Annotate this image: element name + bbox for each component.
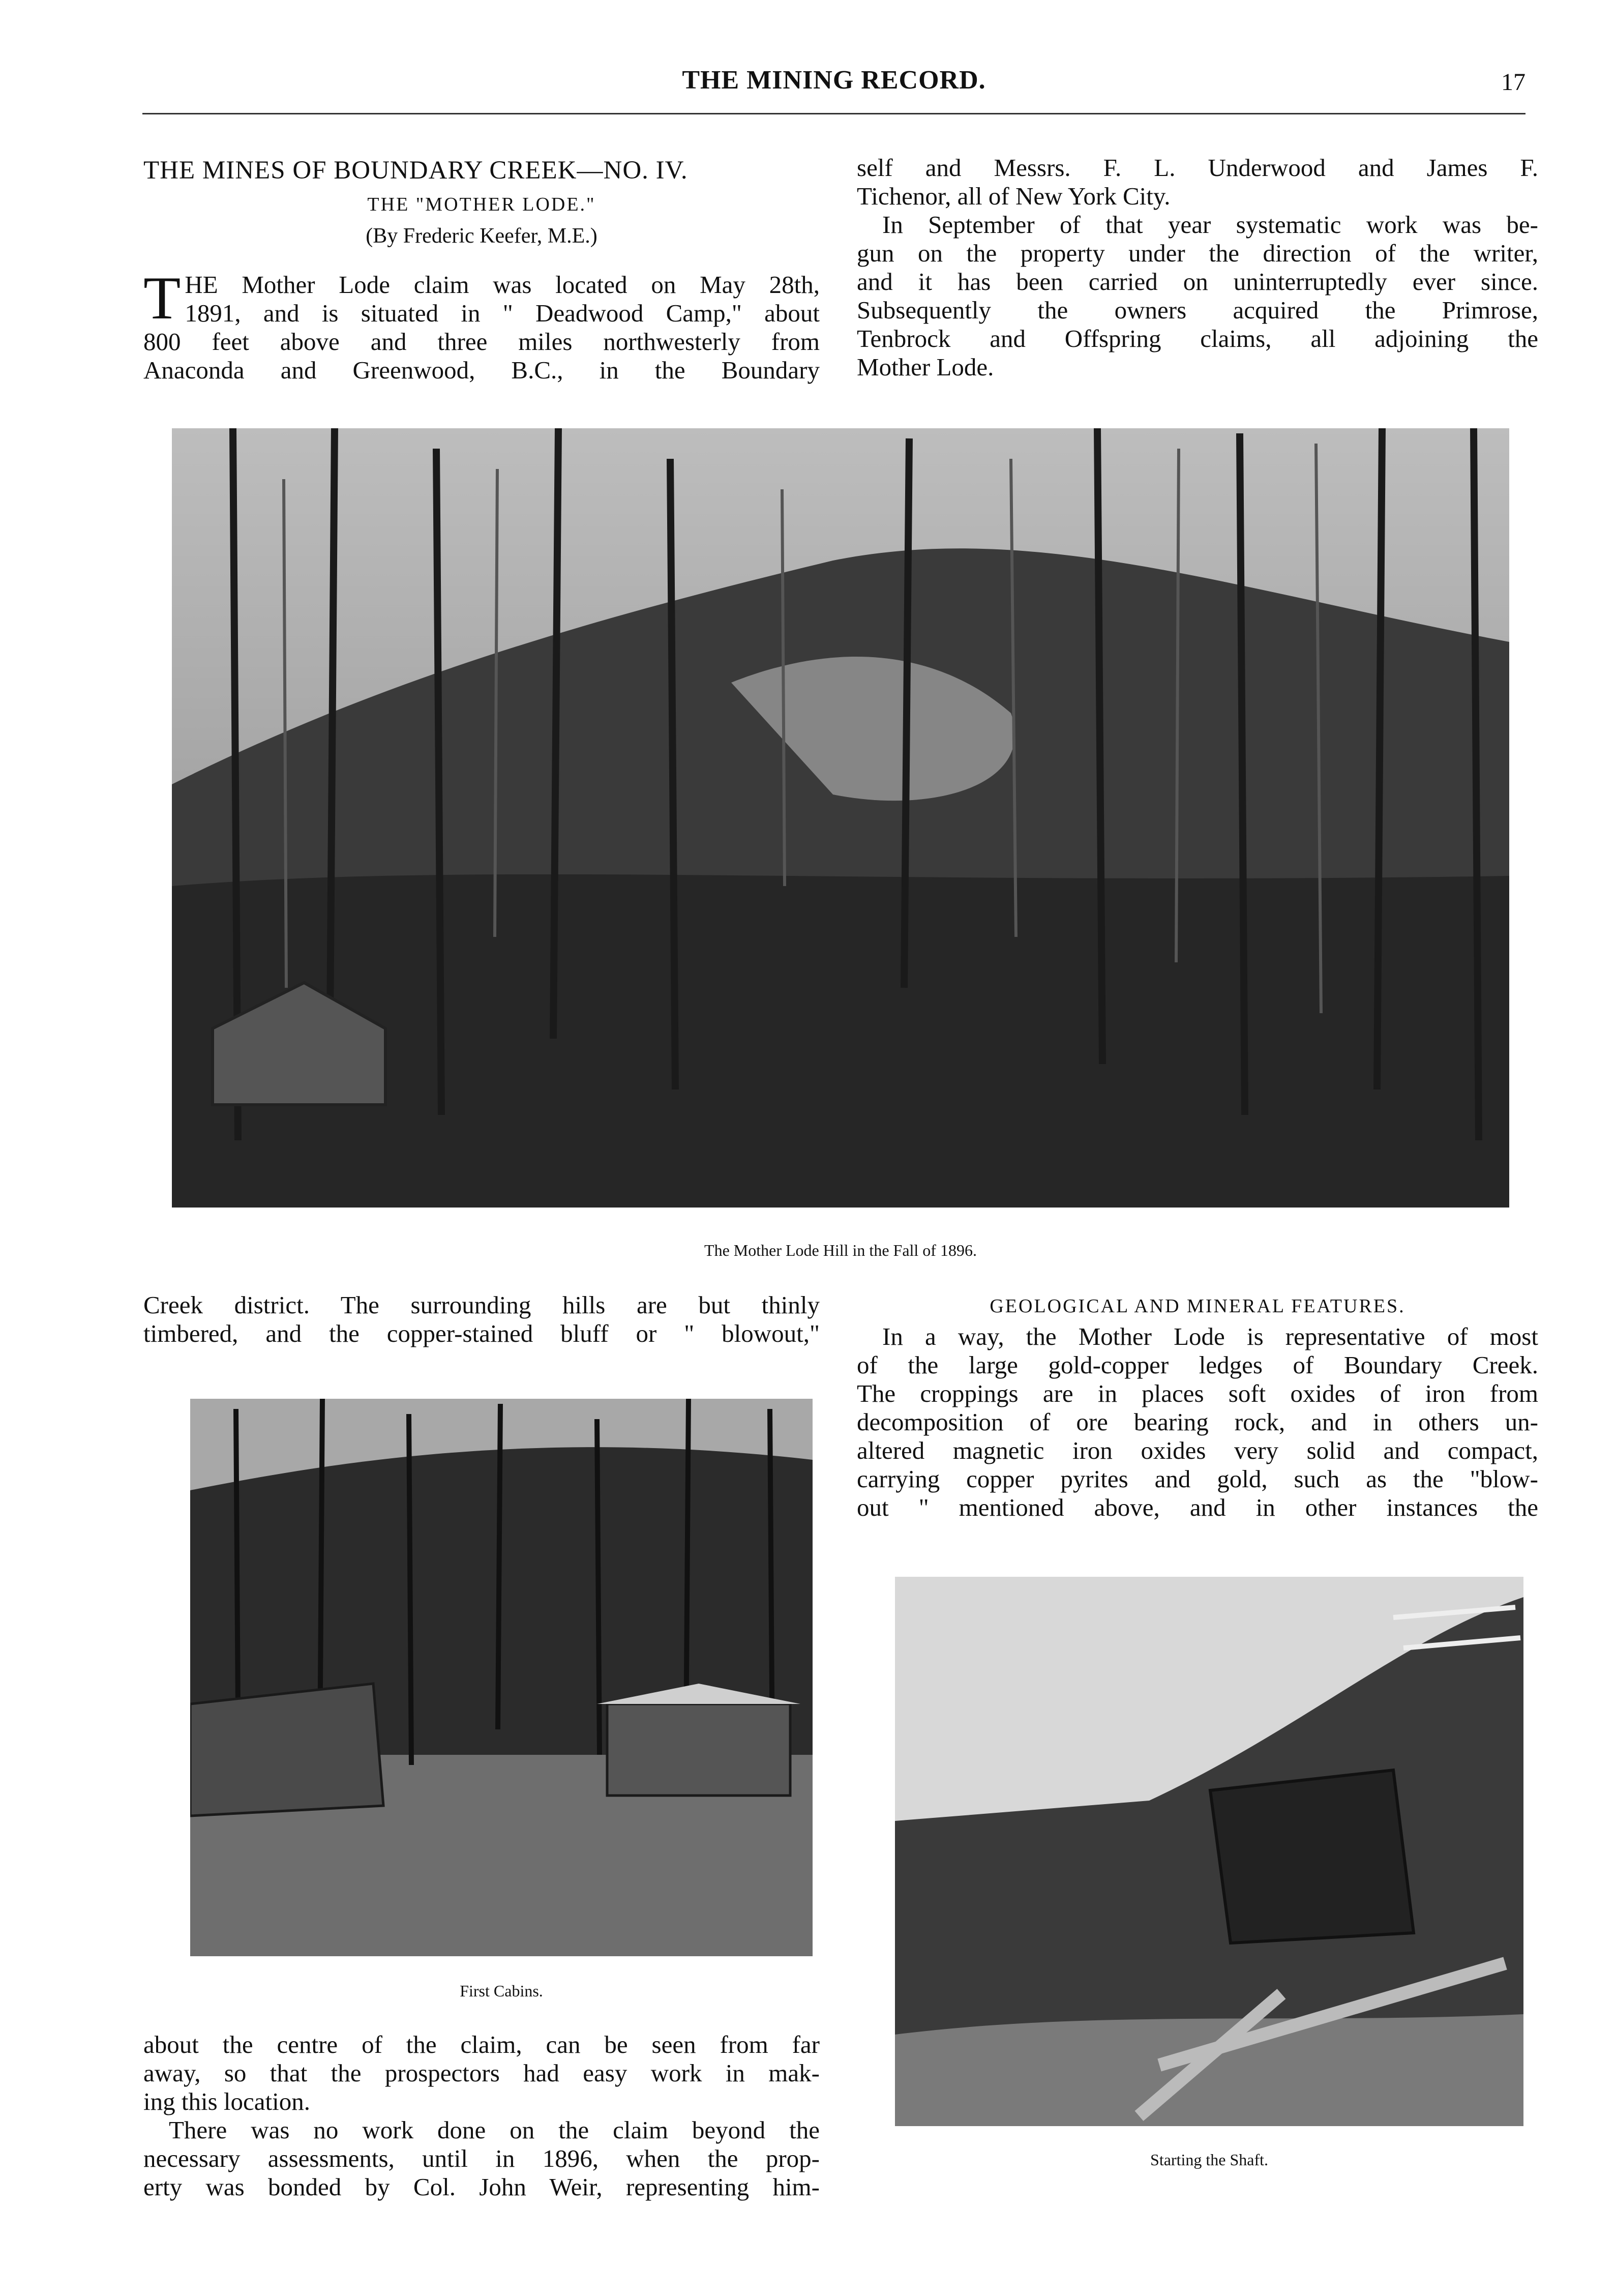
- photo-first-cabins: [190, 1399, 813, 1956]
- text-line: of the large gold-copper ledges of Boundary Creek.: [857, 1351, 1538, 1379]
- article-byline: [143, 224, 820, 248]
- text-line: erty was bonded by Col. John Weir, representing him-: [143, 2173, 820, 2201]
- text-line: and it has been carried on uninterruptedly ever since.: [857, 268, 1538, 296]
- photo-mother-lode-hill-image: [172, 428, 1509, 1208]
- page-number: 17: [1501, 69, 1526, 96]
- text-line: out " mentioned above, and in other instances the: [857, 1493, 1538, 1521]
- text-line: ing this location.: [143, 2087, 310, 2115]
- text-line: Tichenor, all of New York City.: [857, 182, 1171, 210]
- text-line: In September of that year systematic work was be-: [882, 211, 1538, 239]
- caption-starting-shaft: Starting the Shaft.: [1150, 2151, 1268, 2169]
- text-line: 1891, and is situated in " Deadwood Camp," about: [185, 299, 820, 327]
- text-line: Subsequently the owners acquired the Primrose,: [857, 296, 1538, 324]
- text-line: gun on the property under the direction of the writer,: [857, 239, 1538, 267]
- running-header-title: THE MINING RECORD.: [682, 66, 986, 95]
- text-line: Creek district. The surrounding hills are but thinly: [143, 1291, 820, 1319]
- text-line: 800 feet above and three miles northwesterly from: [143, 328, 820, 356]
- article-title: THE MINES OF BOUNDARY CREEK—NO. IV.: [143, 156, 688, 185]
- text-line: Mother Lode.: [857, 353, 994, 381]
- byline-text: (By Frederic Keefer, M.E.): [366, 224, 597, 248]
- article-subtitle: THE "MOTHER LODE.": [367, 194, 596, 215]
- col1-bottom-text: [143, 2030, 820, 2201]
- photo-mother-lode-hill: [172, 428, 1509, 1208]
- header-rule: [142, 113, 1526, 114]
- caption-main-photo: The Mother Lode Hill in the Fall of 1896.: [704, 1241, 977, 1259]
- text-line: In a way, the Mother Lode is representative of most: [882, 1322, 1538, 1350]
- photo-starting-shaft-image: [895, 1577, 1523, 2126]
- photo-first-cabins-image: [190, 1399, 813, 1956]
- col1-mid-text: [143, 1291, 820, 1348]
- text-line: HE Mother Lode claim was located on May 28th,: [185, 271, 820, 299]
- text-line: necessary assessments, until in 1896, when the prop-: [143, 2144, 820, 2172]
- text-line: self and Messrs. F. L. Underwood and James F.: [857, 154, 1538, 182]
- text-line: away, so that the prospectors had easy work in mak-: [143, 2059, 820, 2087]
- text-line: about the centre of the claim, can be seen from far: [143, 2030, 820, 2058]
- text-line: Tenbrock and Offspring claims, all adjoining the: [857, 325, 1538, 352]
- text-line: The croppings are in places soft oxides of iron from: [857, 1379, 1538, 1407]
- col1-top-paragraph: [143, 264, 820, 385]
- col2-top-text: [857, 154, 1538, 381]
- col2-mid-text: [857, 1322, 1538, 1522]
- text-line: Anaconda and Greenwood, B.C., in the Boundary: [143, 356, 820, 384]
- photo-starting-shaft: [895, 1577, 1523, 2126]
- text-line: carrying copper pyrites and gold, such as the "blow-: [857, 1465, 1538, 1493]
- text-line: timbered, and the copper-stained bluff or " blowout,": [143, 1319, 820, 1347]
- drop-cap: T: [143, 264, 181, 332]
- caption-first-cabins: First Cabins.: [460, 1982, 543, 2000]
- text-line: decomposition of ore bearing rock, and in others un-: [857, 1408, 1538, 1436]
- text-line: There was no work done on the claim beyond the: [169, 2116, 820, 2144]
- section-heading-geological: GEOLOGICAL AND MINERAL FEATURES.: [990, 1296, 1405, 1317]
- text-line: altered magnetic iron oxides very solid and compact,: [857, 1436, 1538, 1464]
